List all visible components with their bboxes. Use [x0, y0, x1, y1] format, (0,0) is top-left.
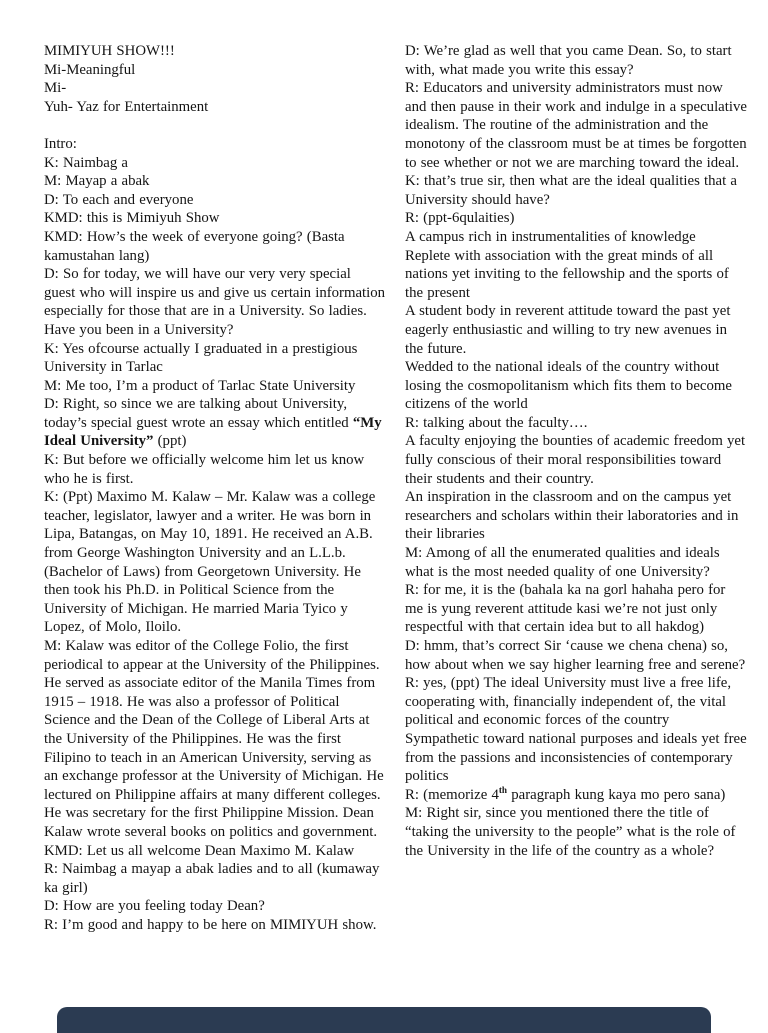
text-run: Replete with association with the great minds of all nations yet inviting to the fellowship and the sports of the present [405, 247, 729, 301]
text-run: MIMIYUH SHOW!!! [44, 43, 175, 59]
paragraph [405, 730, 747, 786]
text-run: Yuh- Yaz for Entertainment [44, 98, 209, 115]
bold-text-run: “My Ideal University” [44, 414, 382, 450]
text-run: R: (memorize 4 [405, 786, 499, 803]
text-run: D: How are you feeling today Dean? [44, 898, 265, 915]
text-run: Intro: [44, 135, 77, 152]
text-run: Sympathetic toward national purposes and ideals yet free from the passions and inconsistencies of contemporary politics [405, 730, 747, 785]
text-run: KMD: this is Mimiyuh Show [44, 210, 220, 227]
paragraph [44, 340, 386, 377]
text-run: An inspiration in the classroom and on the campus yet researchers and scholars within their laboratories and in their libraries [405, 489, 739, 543]
text-run: D: Right, so since we are talking about University, today’s special guest wrote an essay which entitled [44, 396, 353, 431]
right-column [405, 42, 747, 935]
text-run: KMD: Let us all welcome Dean Maximo M. Kalaw [44, 842, 355, 859]
paragraph [44, 154, 386, 173]
text-run: K: Naimbag a [44, 154, 129, 171]
paragraph [405, 488, 747, 544]
text-run: K: that’s true sir, then what are the ideal qualities that a University should have? [405, 173, 737, 208]
text-run: A faculty enjoying the bounties of academic freedom yet fully conscious of their moral responsibilities toward their students and their country. [405, 433, 746, 487]
bottom-sheet-bar[interactable] [57, 1007, 711, 1033]
paragraph [405, 581, 747, 637]
paragraph [44, 897, 386, 916]
paragraph [405, 302, 747, 358]
text-run: R: Educators and university administrators must now and then pause in their work and indulge in a speculative idealism. The routine of the administration and the monotony of the classroom must be at times be forgotten to see whether or not we are marching toward the ideal. [405, 80, 747, 171]
paragraph [44, 842, 386, 861]
text-run: Mi- [44, 80, 67, 97]
text-run: M: Right sir, since you mentioned there the title of “taking the university to the people” what is the role of the University in the life of the country as a whole? [405, 805, 736, 859]
text-run: (ppt) [153, 433, 187, 450]
text-run: K: But before we officially welcome him let us know who he is first. [44, 452, 365, 487]
text-run: R: yes, (ppt) The ideal University must live a free life, cooperating with, financially independent of, the vital political and economic forces of the country [405, 675, 732, 729]
paragraph [44, 916, 386, 935]
text-run: R: talking about the faculty…. [405, 414, 588, 431]
paragraph [44, 488, 386, 637]
text-run: M: Me too, I’m a product of Tarlac State University [44, 377, 356, 394]
paragraph [405, 42, 747, 79]
text-run: D: hmm, that’s correct Sir ‘cause we chena chena) so, how about when we say higher learning free and serene? [405, 638, 746, 673]
text-run: Mi-Meaningful [44, 61, 136, 78]
paragraph [44, 395, 386, 451]
paragraph [405, 247, 747, 303]
paragraph [405, 228, 747, 247]
paragraph [405, 209, 747, 228]
text-run: K: (Ppt) Maximo M. Kalaw – Mr. Kalaw was a college teacher, legislator, lawyer and a writer. He was born in Lipa, Batangas, on May 10, 1891. He received an A.B. from George Washington University and an L.L.b. (Bachelor of Laws) from Georgetown University. He then took his Ph.D. in Political Science from the University of Michigan. He married Maria Tyico y Lopez, of Molo, Iloilo. [44, 489, 376, 636]
paragraph [44, 209, 386, 228]
paragraph [44, 172, 386, 191]
paragraph [44, 98, 386, 117]
text-run: R: (ppt-6qulaities) [405, 210, 515, 227]
paragraph [405, 544, 747, 581]
text-run: Wedded to the national ideals of the country without losing the cosmopolitanism which fits them to become citizens of the world [405, 359, 732, 413]
left-column [44, 42, 386, 935]
text-run: KMD: How’s the week of everyone going? (Basta kamustahan lang) [44, 228, 345, 264]
paragraph [44, 191, 386, 210]
paragraph [44, 637, 386, 842]
paragraph [405, 172, 747, 209]
superscript-run: th [498, 784, 508, 795]
paragraph [405, 786, 747, 805]
text-run: M: Mayap a abak [44, 173, 150, 190]
paragraph [44, 228, 386, 265]
text-run: A campus rich in instrumentalities of knowledge [405, 228, 696, 245]
text-columns [44, 42, 747, 935]
paragraph [405, 674, 747, 730]
text-run: R: Naimbag a mayap a abak ladies and to all (kumaway ka girl) [44, 861, 380, 896]
paragraph [44, 42, 386, 61]
paragraph [44, 860, 386, 897]
paragraph [405, 804, 747, 860]
paragraph [44, 61, 386, 80]
text-run: D: So for today, we will have our very very special guest who will inspire us and give us certain information especially for those that are in a University. So ladies. Have you been in a University? [44, 266, 386, 338]
text-run: R: I’m good and happy to be here on MIMIYUH show. [44, 916, 377, 933]
paragraph [44, 79, 386, 98]
text-run: paragraph kung kaya mo pero sana) [507, 786, 726, 803]
text-run: A student body in reverent attitude toward the past yet eagerly enthusiastic and willing to try new avenues in the future. [405, 303, 731, 357]
text-run: K: Yes ofcourse actually I graduated in a prestigious University in Tarlac [44, 340, 358, 376]
paragraph [405, 414, 747, 433]
paragraph [405, 637, 747, 674]
text-run: D: To each and everyone [44, 191, 194, 208]
text-run: D: We’re glad as well that you came Dean. So, to start with, what made you write this essay? [405, 43, 732, 78]
paragraph [44, 135, 386, 154]
paragraph [405, 432, 747, 488]
paragraph [44, 265, 386, 339]
text-run: M: Kalaw was editor of the College Folio, the first periodical to appear at the University of the Philippines. He served as associate editor of the Manila Times from 1915 – 1918. He was also a professor of Political Science and the Dean of the College of Liberal Arts at the University of the Philippines. He was the first Filipino to teach in an American University, serving as an exchange professor at the University of Michigan. He lectured on Philippine affairs at many different colleges. He was secretary for the first Philippine Mission. Dean Kalaw wrote several books on politics and government. [44, 638, 384, 840]
paragraph [405, 79, 747, 172]
text-run: M: Among of all the enumerated qualities and ideals what is the most needed quality of one University? [405, 545, 720, 580]
paragraph [44, 377, 386, 396]
paragraph [405, 358, 747, 414]
paragraph [44, 451, 386, 488]
text-run: R: for me, it is the (bahala ka na gorl hahaha pero for me is yung reverent attitude kasi we’re not just only respectful with that certain idea but to all hakdog) [405, 582, 726, 636]
